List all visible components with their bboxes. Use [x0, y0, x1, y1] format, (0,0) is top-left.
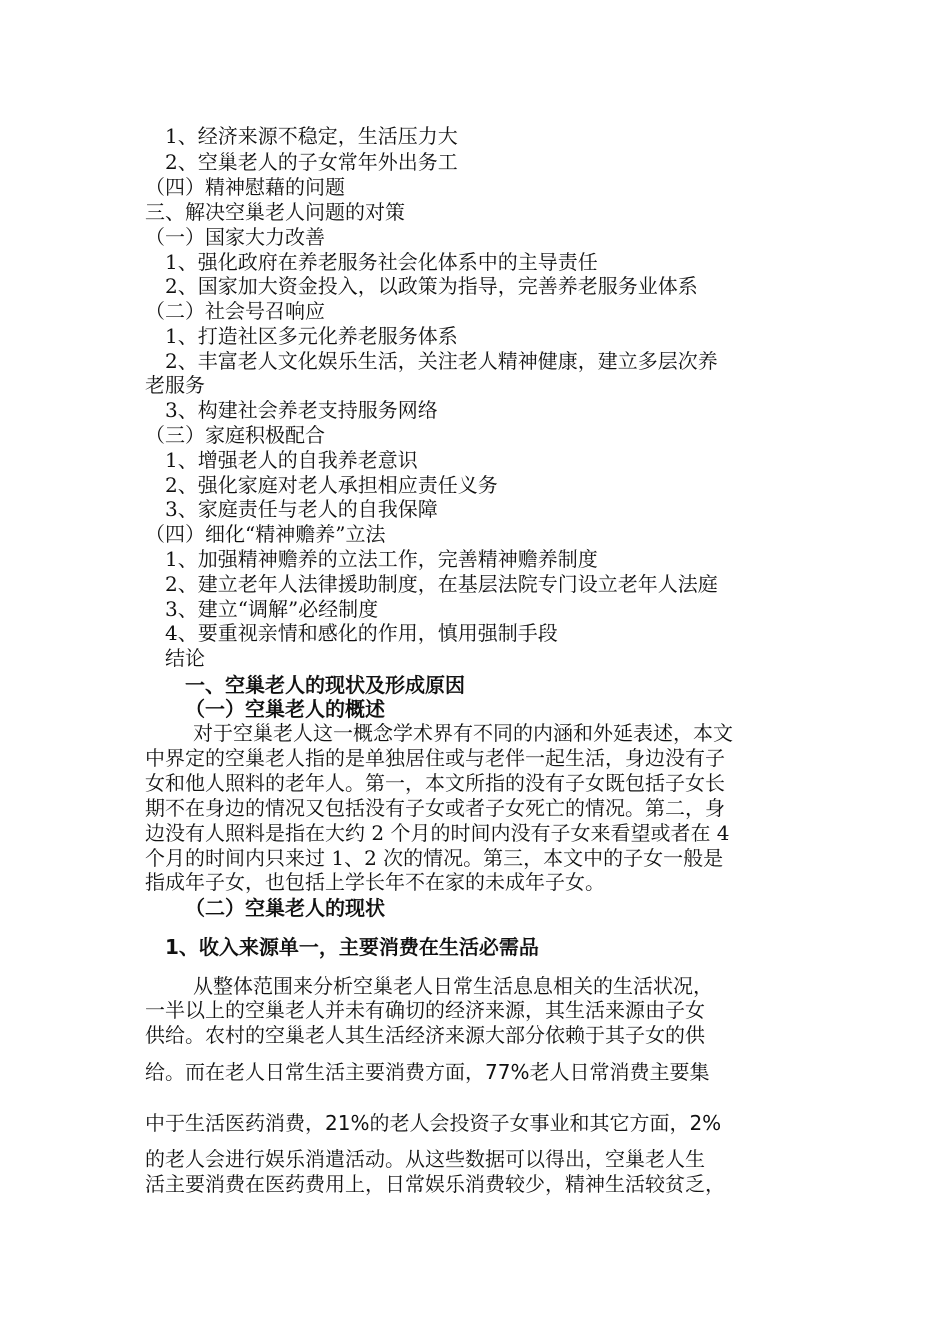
- subsection-heading: （二）空巢老人的现状: [185, 896, 385, 920]
- outline-item: 3、家庭责任与老人的自我保障: [165, 497, 438, 521]
- outline-heading: （二）社会号召响应: [145, 299, 325, 323]
- outline-item: 2、强化家庭对老人承担相应责任义务: [165, 473, 498, 497]
- outline-item: 1、增强老人的自我养老意识: [165, 448, 418, 472]
- paragraph-line: 女和他人照料的老年人。第一，本文所指的没有子女既包括子女长: [145, 771, 725, 795]
- outline-heading: （四）精神慰藉的问题: [145, 175, 345, 199]
- outline-item: 2、丰富老人文化娱乐生活，关注老人精神健康，建立多层次养: [165, 349, 718, 373]
- outline-item-continued: 老服务: [145, 373, 205, 397]
- paragraph-line: 对于空巢老人这一概念学术界有不同的内涵和外延表述，本文: [193, 721, 733, 745]
- paragraph-line: 中界定的空巢老人指的是单独居住或与老伴一起生活，身边没有子: [145, 746, 725, 770]
- outline-heading: （四）细化“精神赡养”立法: [145, 522, 386, 546]
- subsection-heading: （一）空巢老人的概述: [185, 697, 385, 721]
- paragraph-line: 一半以上的空巢老人并未有确切的经济来源，其生活来源由子女: [145, 998, 705, 1022]
- section-heading: 一、空巢老人的现状及形成原因: [185, 673, 465, 697]
- paragraph-line: 给。而在老人日常生活主要消费方面，77%老人日常消费主要集: [145, 1060, 710, 1084]
- paragraph-line: 期不在身边的情况又包括没有子女或者子女死亡的情况。第二，身: [145, 796, 725, 820]
- outline-item: 1、加强精神赡养的立法工作，完善精神赡养制度: [165, 547, 598, 571]
- outline-heading: 三、解决空巢老人问题的对策: [145, 200, 405, 224]
- outline-item: 4、要重视亲情和感化的作用，慎用强制手段: [165, 621, 558, 645]
- outline-item: 1、打造社区多元化养老服务体系: [165, 324, 458, 348]
- paragraph-line: 从整体范围来分析空巢老人日常生活息息相关的生活状况，: [193, 974, 713, 998]
- paragraph-line: 指成年子女，也包括上学长年不在家的未成年子女。: [145, 870, 605, 894]
- outline-heading: （三）家庭积极配合: [145, 423, 325, 447]
- paragraph-line: 供给。农村的空巢老人其生活经济来源大部分依赖于其子女的供: [145, 1023, 705, 1047]
- outline-item: 2、空巢老人的子女常年外出务工: [165, 150, 458, 174]
- paragraph-line: 中于生活医药消费，21%的老人会投资子女事业和其它方面，2%: [145, 1111, 722, 1135]
- paragraph-line: 个月的时间内只来过 1、2 次的情况。第三，本文中的子女一般是: [145, 846, 724, 870]
- outline-item: 1、经济来源不稳定，生活压力大: [165, 124, 458, 148]
- paragraph-line: 的老人会进行娱乐消遣活动。从这些数据可以得出，空巢老人生: [145, 1147, 705, 1171]
- paragraph-line: 边没有人照料是指在大约 2 个月的时间内没有子女来看望或者在 4: [145, 821, 730, 845]
- subsection-item-heading: 1、收入来源单一，主要消费在生活必需品: [165, 935, 539, 959]
- outline-conclusion: 结论: [165, 646, 205, 670]
- outline-item: 1、强化政府在养老服务社会化体系中的主导责任: [165, 250, 598, 274]
- outline-item: 2、建立老年人法律援助制度，在基层法院专门设立老年人法庭: [165, 572, 718, 596]
- outline-item: 3、建立“调解”必经制度: [165, 597, 379, 621]
- outline-item: 3、构建社会养老支持服务网络: [165, 398, 438, 422]
- paragraph-line: 活主要消费在医药费用上，日常娱乐消费较少，精神生活较贫乏，: [145, 1172, 725, 1196]
- outline-heading: （一）国家大力改善: [145, 225, 325, 249]
- outline-item: 2、国家加大资金投入，以政策为指导，完善养老服务业体系: [165, 274, 698, 298]
